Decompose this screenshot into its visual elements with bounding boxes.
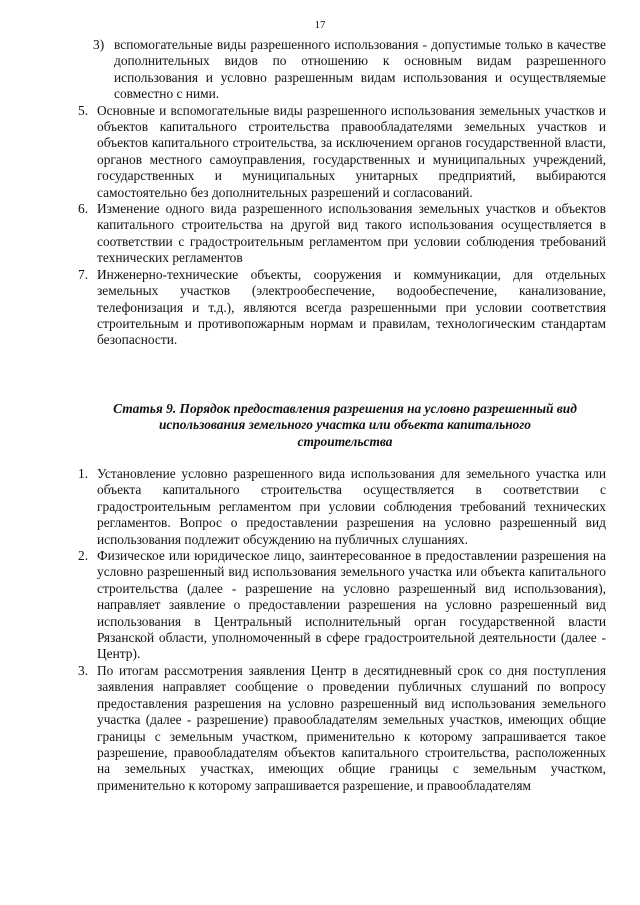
list-item-text: вспомогательные виды разрешенного использования - допустимые только в качестве дополнительных видов по отношению к основным видам разрешенного использования и условно разрешенным видам использования и осуществляемые совместно с ними. — [114, 37, 606, 102]
intro-list — [78, 37, 606, 349]
list-item-number: 7. — [78, 266, 89, 282]
list-item-text: Физическое или юридическое лицо, заинтересованное в предоставлении разрешения на условно разрешенный вид использования земельного участка или объекта капитального строительства (далее - разрешение на условно разрешенный вид использования), направляет заявление о предоставлении разрешения на условно разрешенный вид использования в Центральный исполнительный орган государственной власти Рязанской области, уполномоченный в сфере градостроительной деятельности (далее - Центр). — [97, 548, 606, 662]
list-item — [78, 466, 606, 548]
list-item-number: 6. — [78, 201, 89, 217]
list-item-number: 1. — [78, 466, 89, 481]
list-item-number: 2. — [78, 548, 89, 564]
list-item-number: 5. — [78, 102, 89, 118]
list-item — [78, 548, 606, 663]
article-list — [78, 466, 606, 794]
list-item-text: По итогам рассмотрения заявления Центр в десятидневный срок со дня поступления заявления направляет сообщение о проведении публичных слушаний по вопросу предоставления разрешения на условно разрешенный вид использования земельного участка (далее - разрешение) правообладателям земельных участков, имеющих общие границы с земельным участком, применительно к которому запрашивается такое разрешение, правообладателям объектов капитального строительства, расположенных на земельных участках, имеющих общие границы с земельным участком, применительно к которому запрашивается разрешение, и правообладателям — [97, 662, 606, 793]
list-item-number: 3. — [78, 662, 89, 678]
list-item — [78, 267, 606, 349]
list-item — [78, 103, 606, 201]
list-item-text: Инженерно-технические объекты, сооружения и коммуникации, для отдельных земельных участков (электрообеспечение, водообеспечение, канализование, телефонизация и т.д.), являются всегда разрешенными при условии соответствия строительным и противопожарным нормам и правилам, технологическим стандартам безопасности. — [97, 266, 606, 348]
list-item-text: Изменение одного вида разрешенного использования земельных участков и объектов капитального строительства на другой вид такого использования осуществляется в соответствии с градостроительным регламентом при условии соблюдения требований технических регламентов — [97, 201, 606, 266]
list-item — [78, 663, 606, 794]
list-item-number: 3) — [93, 37, 105, 52]
article-heading: Статья 9. Порядок предоставления разрешения на условно разрешенный вид использования земельного участка или объекта капитального строительства — [113, 401, 577, 449]
list-item-text: Установление условно разрешенного вида использования для земельного участка или объекта капитального строительства осуществляется в соответствии с градостроительным регламентом при условии соблюдения требований технических регламентов. Вопрос о предоставлении разрешения на условно разрешенный вид использования подлежит обсуждению на публичных слушаниях. — [97, 466, 606, 547]
list-item-text: Основные и вспомогательные виды разрешенного использования земельных участков и объектов капитального строительства правообладателями земельных участков и объектов капитального строительства, за исключением органов государственной власти, органов местного самоуправления, государственных и муниципальных учреждений, государственных и муниципальных унитарных предприятий, выбираются самостоятельно без дополнительных разрешений и согласований. — [97, 102, 606, 200]
list-item — [78, 201, 606, 267]
page-number: 17 — [314, 19, 326, 31]
list-item — [93, 37, 606, 103]
